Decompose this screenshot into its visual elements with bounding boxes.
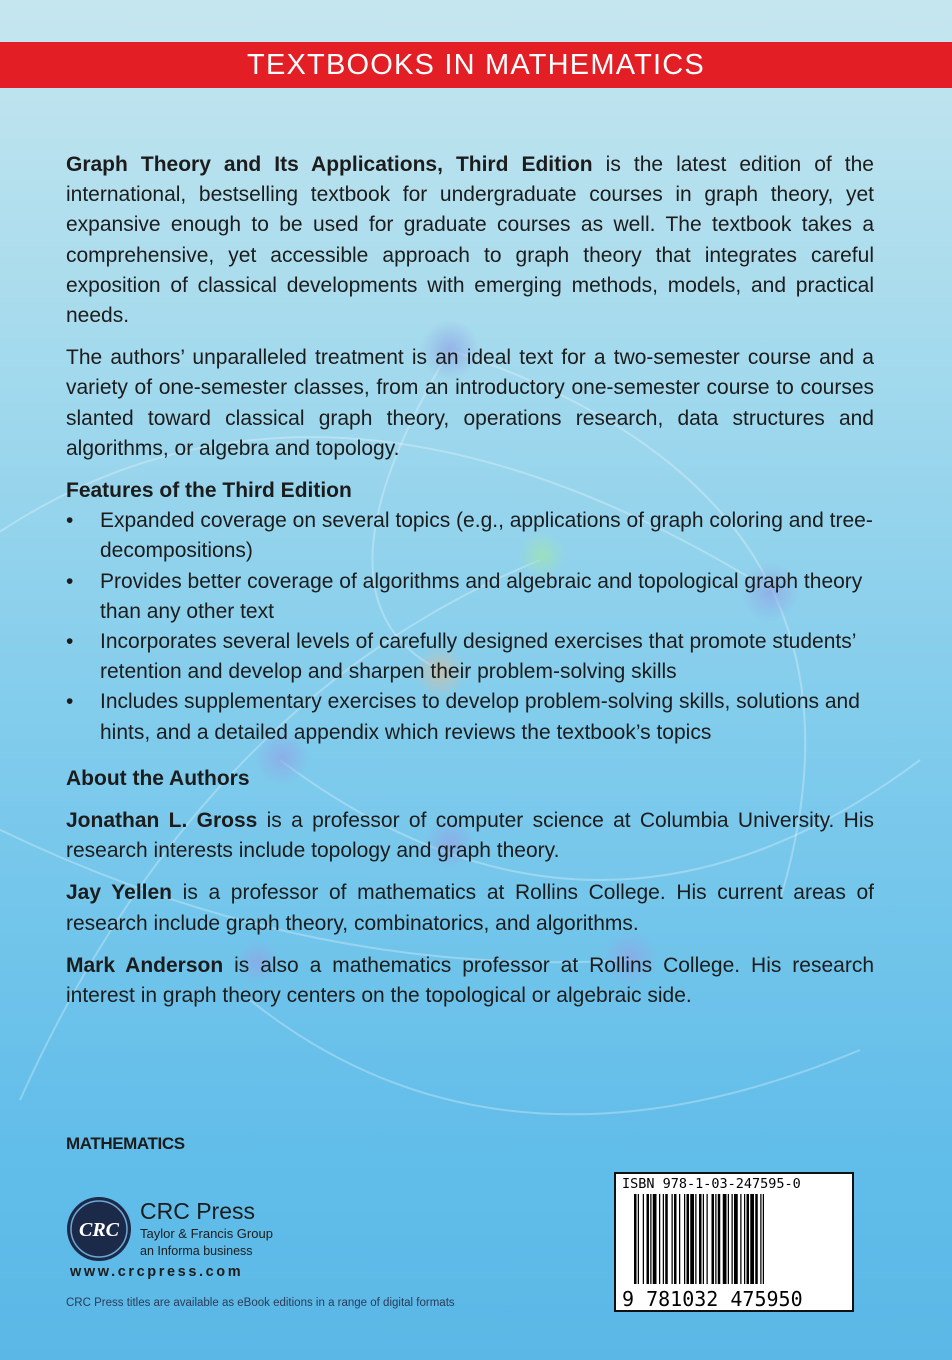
barcode-bar (674, 1194, 677, 1284)
publisher-url[interactable]: www.crcpress.com (70, 1264, 244, 1280)
publisher-group: Taylor & Francis Group (140, 1226, 273, 1241)
author-bio-text: is a professor of mathematics at Rollins College. His current areas of research include graph theory, combinatorics, and algorithms. (66, 881, 874, 935)
crc-logo-text: CRC (78, 1219, 120, 1241)
intro-paragraph (66, 150, 874, 331)
ebook-note: CRC Press titles are available as eBook editions in a range of digital formats (66, 1297, 455, 1309)
barcode-bar (744, 1194, 745, 1284)
barcode-bar (638, 1194, 639, 1284)
feature-text: Incorporates several levels of carefully designed exercises that promote students’ retention and develop and sharpen their problem-solving skills (100, 630, 856, 684)
barcode-bar (712, 1194, 715, 1284)
barcode-bar (732, 1194, 733, 1284)
list-item (66, 506, 874, 566)
barcode-bar (715, 1194, 716, 1284)
barcode-bar (650, 1194, 651, 1284)
bullet: • (66, 630, 74, 654)
author-bio-text: is a professor of computer science at Columbia University. His research interests include topology and graph theory. (66, 809, 874, 863)
barcode-bar (672, 1194, 673, 1284)
intro-text: is the latest edition of the international, bestselling textbook for undergraduate courses in graph theory, yet expansive enough to be used for graduate courses as well. The textbook takes a comprehensive, yet accessible approach to graph theory that integrates careful exposition of classical developments with emerging methods, models, and practical needs. (66, 153, 874, 328)
barcode-bars (624, 1194, 844, 1290)
feature-text: Provides better coverage of algorithms and algebraic and topological graph theory than any other text (100, 569, 863, 623)
barcode-bar (653, 1194, 657, 1284)
barcode-bar (703, 1194, 704, 1284)
barcode-bar (647, 1194, 650, 1284)
barcode-bar (679, 1194, 680, 1284)
list-item (66, 687, 874, 747)
bullet: • (66, 569, 74, 593)
crc-logo-icon (66, 1196, 132, 1262)
barcode-bar (747, 1194, 750, 1284)
author-name: Mark Anderson (66, 953, 224, 977)
feature-text: Includes supplementary exercises to develop problem-solving skills, solutions and hints, and a detailed appendix which reviews the textbook’s topics (100, 690, 860, 744)
barcode-bar (690, 1194, 694, 1284)
barcode-bar (659, 1194, 660, 1284)
list-item (66, 567, 874, 627)
publisher-name: CRC Press (140, 1198, 256, 1224)
bullet: • (66, 509, 74, 533)
list-item (66, 627, 874, 687)
about-heading: About the Authors (66, 766, 250, 790)
barcode-digits: 9 781032 475950 (622, 1287, 803, 1311)
series-title: TEXTBOOKS IN MATHEMATICS (247, 48, 705, 81)
feature-text: Expanded coverage on several topics (e.g., applications of graph coloring and tree-decompositions) (100, 509, 873, 563)
author-bio (66, 806, 874, 866)
barcode-bar (728, 1194, 729, 1284)
barcode-bar (740, 1194, 741, 1284)
publisher-informa: an Informa business (140, 1244, 253, 1258)
back-cover-text (66, 150, 874, 1011)
series-banner (0, 42, 952, 88)
features-heading: Features of the Third Edition (66, 479, 352, 503)
barcode-bar (643, 1194, 644, 1284)
barcode-bar (695, 1194, 696, 1284)
isbn-label: ISBN 978-1-03-247595-0 (622, 1176, 801, 1192)
treatment-paragraph: The authors’ unparalleled treatment is an ideal text for a two-semester course and a variety of one-semester classes, from an introductory one-semester course to courses slanted toward classical graph theory, operations research, data structures and algorithms, or algebra and topology. (66, 346, 874, 460)
author-bio (66, 878, 874, 938)
author-bio-text: is also a mathematics professor at Rollins College. His research interest in graph theory centers on the topological or algebraic side. (66, 953, 875, 1008)
features-list (66, 506, 874, 748)
barcode-bar (687, 1194, 690, 1284)
barcode-bar (699, 1194, 702, 1284)
isbn-barcode (614, 1172, 854, 1312)
subject-category: MATHEMATICS (66, 1134, 185, 1153)
barcode-bar (750, 1194, 754, 1284)
bullet: • (66, 690, 74, 714)
barcode-bar (707, 1194, 708, 1284)
barcode-bar (665, 1194, 668, 1284)
barcode-bar (763, 1194, 764, 1284)
barcode-bar (718, 1194, 721, 1284)
barcode-bar (734, 1194, 738, 1284)
barcode-bar (760, 1194, 761, 1284)
author-name: Jonathan L. Gross (66, 809, 258, 833)
barcode-bar (723, 1194, 727, 1284)
barcode-bar (684, 1194, 685, 1284)
barcode-bar (755, 1194, 758, 1284)
barcode-bar (663, 1194, 664, 1284)
author-name: Jay Yellen (66, 881, 173, 905)
author-bio (66, 951, 874, 1011)
book-title: Graph Theory and Its Applications, Third Edition (66, 153, 593, 176)
barcode-bar (634, 1194, 637, 1284)
